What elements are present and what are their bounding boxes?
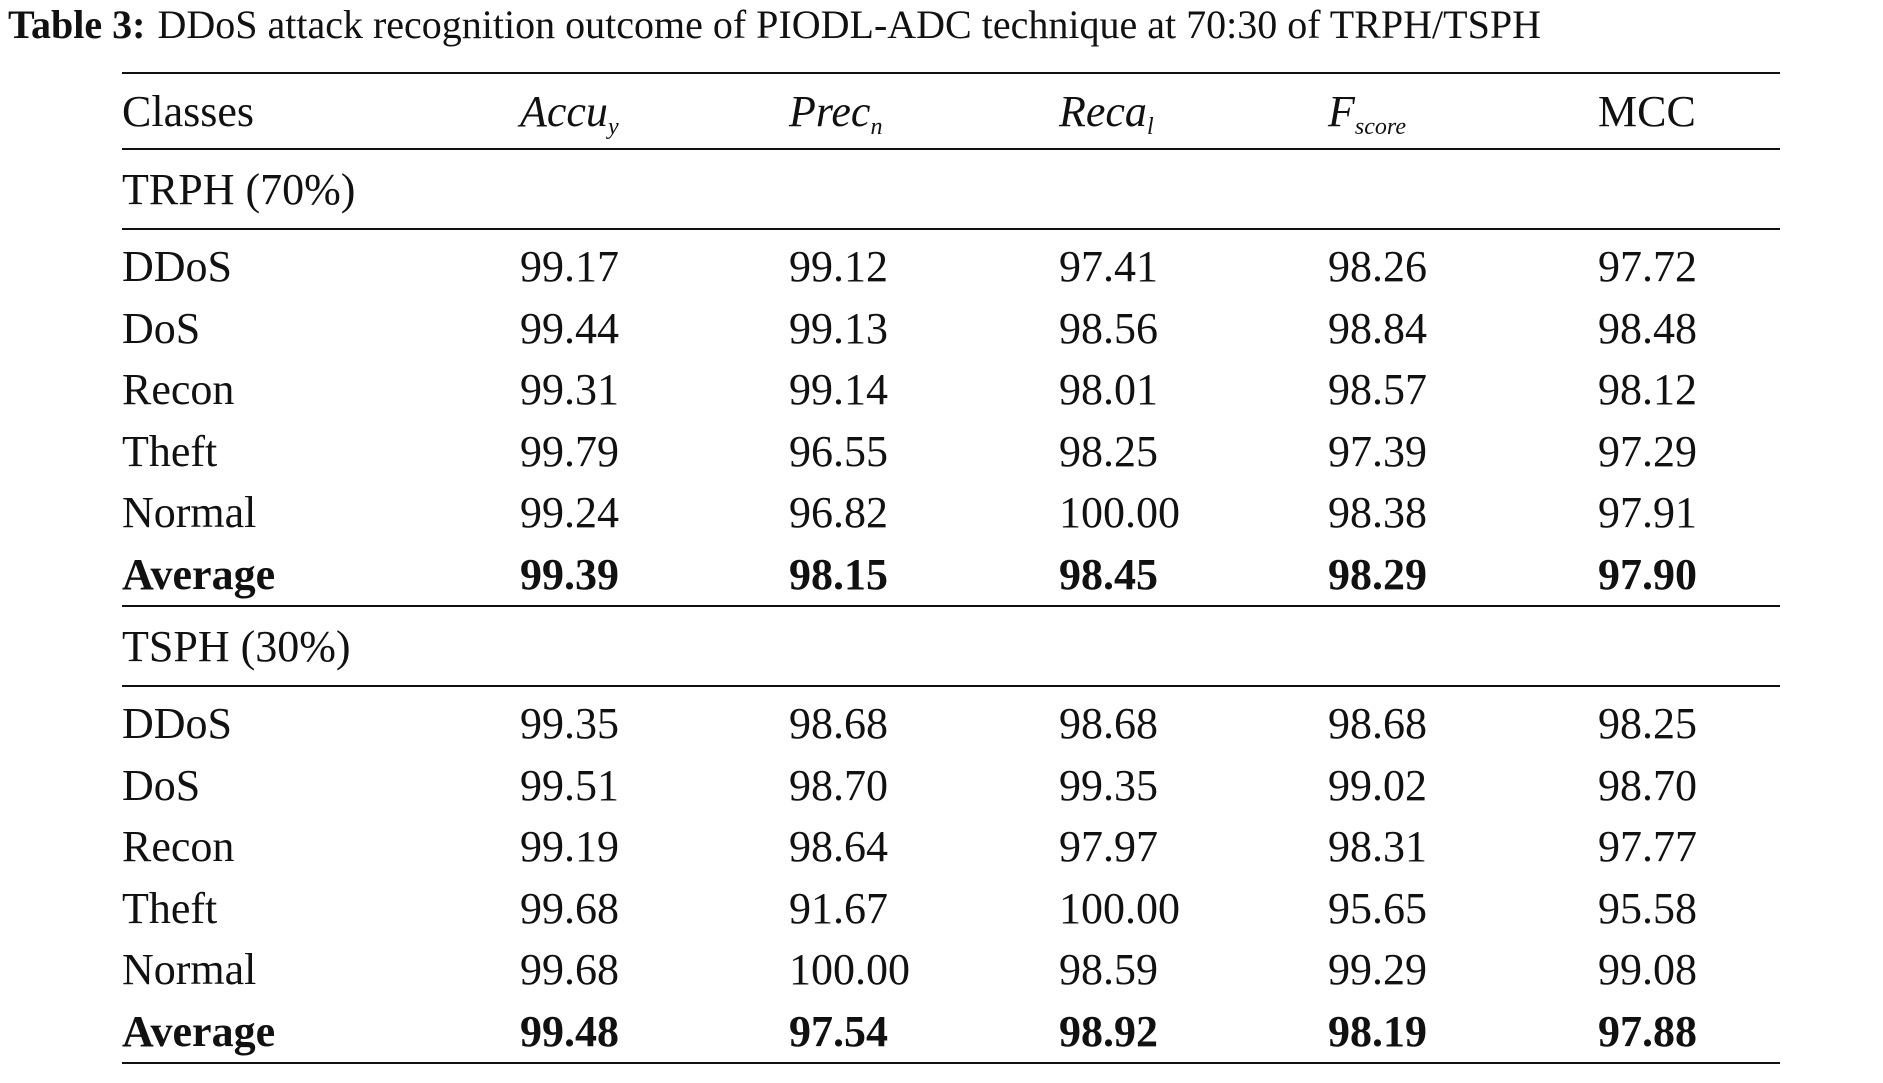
average-row [122, 544, 1780, 607]
table-row [122, 298, 1780, 360]
cell-precision: 97.54 [789, 1001, 1059, 1064]
header-fscore-subscript: score [1354, 113, 1406, 140]
group-label: TRPH (70%) [122, 149, 1780, 229]
cell-fscore: 98.57 [1328, 365, 1427, 415]
cell-recall: 98.01 [1059, 365, 1158, 415]
header-fscore [1328, 73, 1598, 149]
cell-recall: 97.41 [1059, 242, 1158, 292]
cell-mcc: 98.12 [1598, 365, 1697, 415]
header-classes-label: Classes [122, 86, 254, 136]
table-caption-text: DDoS attack recognition outcome of PIODL-ADC technique at 70:30 of TRPH/TSPH [157, 2, 1541, 47]
cell-fscore: 98.84 [1328, 303, 1427, 353]
cell-mcc: 95.58 [1598, 883, 1697, 933]
cell-precision: 99.12 [789, 242, 888, 292]
cell-class: Theft [122, 883, 218, 933]
cell-class: Recon [122, 822, 235, 872]
cell-mcc: 97.91 [1598, 488, 1697, 538]
cell-recall: 98.59 [1059, 945, 1158, 995]
header-recall-label: Reca [1059, 86, 1147, 136]
cell-recall: 98.25 [1059, 426, 1158, 476]
cell-recall: 98.56 [1059, 303, 1158, 353]
cell-fscore: 98.68 [1328, 699, 1427, 749]
results-table [122, 72, 1780, 1064]
cell-recall: 100.00 [1059, 883, 1180, 933]
cell-recall: 98.45 [1059, 544, 1328, 607]
table-row [122, 755, 1780, 817]
header-accuracy [520, 73, 789, 149]
cell-recall: 98.92 [1059, 1001, 1328, 1064]
cell-fscore: 99.02 [1328, 760, 1427, 810]
cell-mcc: 97.29 [1598, 426, 1697, 476]
table-header-row [122, 73, 1780, 149]
cell-class: DoS [122, 303, 201, 353]
cell-accuracy: 99.39 [520, 544, 789, 607]
cell-class: Normal [122, 945, 257, 995]
cell-mcc: 97.88 [1598, 1001, 1780, 1064]
cell-precision: 98.68 [789, 699, 888, 749]
cell-recall: 99.35 [1059, 760, 1158, 810]
header-precision-subscript: n [870, 113, 883, 140]
cell-class: Average [122, 544, 520, 607]
average-row [122, 1001, 1780, 1064]
group-header-row [122, 606, 1780, 686]
cell-fscore: 98.26 [1328, 242, 1427, 292]
cell-fscore: 99.29 [1328, 945, 1427, 995]
table-row [122, 686, 1780, 755]
table-row [122, 359, 1780, 421]
cell-fscore: 95.65 [1328, 883, 1427, 933]
cell-class: DDoS [122, 242, 233, 292]
cell-class: DDoS [122, 699, 233, 749]
cell-class: DoS [122, 760, 201, 810]
header-precision-label: Prec [789, 86, 871, 136]
header-accuracy-subscript: y [607, 113, 619, 140]
table-row [122, 878, 1780, 940]
cell-precision: 99.14 [789, 365, 888, 415]
cell-mcc: 98.25 [1598, 699, 1697, 749]
cell-accuracy: 99.44 [520, 303, 619, 353]
table-row [122, 939, 1780, 1001]
table-row [122, 816, 1780, 878]
cell-precision: 99.13 [789, 303, 888, 353]
cell-precision: 100.00 [789, 945, 910, 995]
cell-accuracy: 99.19 [520, 822, 619, 872]
cell-class: Normal [122, 488, 257, 538]
table-caption [8, 0, 1541, 50]
header-recall [1059, 73, 1328, 149]
cell-accuracy: 99.51 [520, 760, 619, 810]
cell-accuracy: 99.79 [520, 426, 619, 476]
cell-mcc: 97.72 [1598, 242, 1697, 292]
cell-fscore: 97.39 [1328, 426, 1427, 476]
cell-recall: 100.00 [1059, 488, 1180, 538]
cell-fscore: 98.29 [1328, 544, 1598, 607]
cell-precision: 96.55 [789, 426, 888, 476]
cell-accuracy: 99.48 [520, 1001, 789, 1064]
cell-recall: 97.97 [1059, 822, 1158, 872]
cell-precision: 96.82 [789, 488, 888, 538]
group-header-row [122, 149, 1780, 229]
cell-fscore: 98.38 [1328, 488, 1427, 538]
header-mcc-label: MCC [1598, 86, 1696, 136]
header-classes [122, 73, 520, 149]
header-fscore-label: F [1328, 86, 1355, 136]
cell-accuracy: 99.17 [520, 242, 619, 292]
cell-accuracy: 99.24 [520, 488, 619, 538]
cell-accuracy: 99.31 [520, 365, 619, 415]
table-row [122, 482, 1780, 544]
cell-mcc: 97.77 [1598, 822, 1697, 872]
cell-precision: 98.15 [789, 544, 1059, 607]
cell-mcc: 98.70 [1598, 760, 1697, 810]
table-row [122, 421, 1780, 483]
cell-mcc: 99.08 [1598, 945, 1697, 995]
cell-class: Average [122, 1001, 520, 1064]
cell-recall: 98.68 [1059, 699, 1158, 749]
cell-accuracy: 99.68 [520, 883, 619, 933]
cell-mcc: 97.90 [1598, 544, 1780, 607]
cell-class: Recon [122, 365, 235, 415]
cell-accuracy: 99.35 [520, 699, 619, 749]
cell-precision: 98.64 [789, 822, 888, 872]
cell-precision: 91.67 [789, 883, 888, 933]
header-recall-subscript: l [1146, 113, 1154, 140]
cell-fscore: 98.31 [1328, 822, 1427, 872]
header-mcc [1598, 73, 1780, 149]
results-table-body [122, 73, 1780, 1063]
cell-fscore: 98.19 [1328, 1001, 1598, 1064]
table-caption-label: Table 3: [8, 2, 146, 47]
cell-accuracy: 99.68 [520, 945, 619, 995]
cell-mcc: 98.48 [1598, 303, 1697, 353]
header-accuracy-label: Accu [520, 86, 608, 136]
table-row [122, 229, 1780, 298]
cell-precision: 98.70 [789, 760, 888, 810]
header-precision [789, 73, 1059, 149]
group-label: TSPH (30%) [122, 606, 1780, 686]
cell-class: Theft [122, 426, 218, 476]
